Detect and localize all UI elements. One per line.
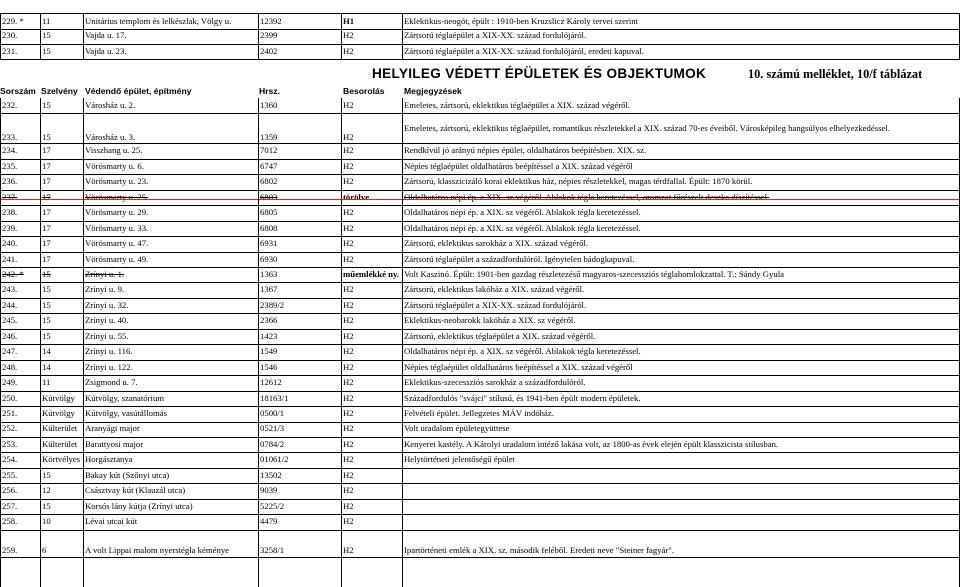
column-header-besorolas: Besorolás [343, 85, 385, 96]
table-row [0, 267, 960, 283]
row-number: 257. [2, 500, 18, 511]
row-section: 10 [42, 516, 51, 527]
row-section: 15 [42, 45, 51, 56]
row-classification: H2 [343, 222, 354, 233]
row-building: Császtvay kút (Klauzál utca) [85, 485, 186, 496]
row-classification: H2 [343, 145, 354, 156]
row-section: 14 [42, 346, 51, 357]
row-section: 15 [42, 469, 51, 480]
table-row [0, 159, 960, 175]
row-building: Vajda u. 23. [85, 45, 127, 56]
row-building: Vörösmarty u. 33. [85, 222, 149, 233]
row-building: Zrínyi u. 32. [85, 299, 129, 310]
row-building: Zrínyi u. 55. [85, 330, 129, 341]
row-hrsz: 1363 [260, 268, 278, 279]
row-number: 237. [2, 191, 18, 202]
row-classification: H2 [343, 207, 354, 218]
row-hrsz: 6930 [260, 253, 278, 264]
row-classification: H2 [343, 361, 354, 372]
row-classification: H2 [343, 423, 354, 434]
row-hrsz: 12612 [260, 377, 282, 388]
row-hrsz: 6802 [260, 176, 278, 187]
row-number: 244. [2, 299, 18, 310]
grid-line [40, 98, 41, 587]
row-section: 17 [42, 238, 51, 249]
table-row [0, 283, 960, 299]
row-remarks: Eklektikus-szecessziós sarokház a századfordulóról. [404, 377, 586, 388]
row-number: 255. [2, 469, 18, 480]
row-number: 245. [2, 315, 18, 326]
row-classification: H2 [343, 284, 354, 295]
row-number: 238. [2, 207, 18, 218]
row-classification: H2 [343, 131, 354, 142]
row-remarks: Oldalhatáros népi ép. a XIX. sz végéről. Ablakok tégla keretezéssel. [404, 346, 641, 357]
row-hrsz: 2366 [260, 315, 278, 326]
row-remarks: Eklektikus-neobarokk lakóház a XIX. sz végéről. [404, 315, 576, 326]
row-number: 242. * [2, 268, 24, 279]
column-header-epulet: Védendő épület, építmény [85, 85, 192, 96]
table-row [0, 174, 960, 190]
row-number: 259. [2, 545, 18, 556]
row-section: Külterület [42, 423, 78, 434]
row-number: 230. [2, 30, 18, 41]
table-row [0, 313, 960, 329]
row-section: Külterület [42, 438, 78, 449]
row-building: Városház u. 2. [85, 99, 136, 110]
row-building: Kútvölgy, vasútállomás [85, 408, 167, 419]
row-remarks: Zártsorú, eklektikus téglaépület a XIX. század végéről. [404, 330, 596, 341]
row-section: 17 [42, 207, 51, 218]
row-hrsz: 6808 [260, 222, 278, 233]
table-row [0, 143, 960, 159]
row-classification: H2 [343, 253, 354, 264]
grid-line [341, 13, 342, 60]
row-classification: H2 [343, 299, 354, 310]
table-row [0, 422, 960, 438]
row-number: 240. [2, 238, 18, 249]
row-building: Vörösmarty u. 49. [85, 253, 149, 264]
grid-line [40, 13, 41, 60]
row-building: Városház u. 3. [85, 131, 136, 142]
table-row [0, 468, 960, 484]
row-building: Bakay kút (Szőnyi utca) [85, 469, 170, 480]
row-remarks: Zártsorú, eklektikus sarokház a XIX. század végéről. [404, 238, 589, 249]
row-section: 17 [42, 145, 51, 156]
row-number: 248. [2, 361, 18, 372]
row-section: 15 [42, 284, 51, 295]
row-hrsz: 2399 [260, 30, 278, 41]
row-hrsz: 7012 [260, 145, 278, 156]
row-building: Zrínyi u. 40. [85, 315, 129, 326]
row-hrsz: 1549 [260, 346, 278, 357]
row-building: Zrínyi u. 9. [85, 284, 125, 295]
table-row [0, 437, 960, 453]
row-number: 256. [2, 485, 18, 496]
row-number: 258. [2, 516, 18, 527]
row-number: 246. [2, 330, 18, 341]
row-section: 17 [42, 222, 51, 233]
table-row [0, 530, 960, 558]
row-classification: H1 [343, 15, 355, 26]
row-hrsz: 5225/2 [260, 500, 285, 511]
table-row [0, 44, 960, 60]
row-section: 15 [42, 99, 51, 110]
row-hrsz: 4479 [260, 516, 278, 527]
row-classification: H2 [343, 176, 354, 187]
row-number: 247. [2, 346, 18, 357]
grid-line [258, 13, 259, 60]
row-classification: H2 [343, 545, 354, 556]
table-row [0, 252, 960, 268]
row-building: Lévai utcai kút [85, 516, 138, 527]
row-section: 11 [42, 15, 51, 26]
row-remarks: Zártsorú téglaépület a századfordulóról. Igénytelen bádogkapuval. [404, 253, 635, 264]
table-row [0, 452, 960, 468]
table-row [0, 98, 960, 114]
row-hrsz: 6805 [260, 207, 278, 218]
row-number: 232. [2, 99, 18, 110]
grid-line [402, 13, 403, 60]
row-hrsz: 1423 [260, 330, 278, 341]
row-building: Zrínyi u. 116. [85, 346, 133, 357]
row-remarks: Oldalhatáros népi ép. a XIX. sz végéről. Ablakok tégla keretezéssel. [404, 222, 641, 233]
row-remarks: Oldalhatáros népi ép. a XIX. sz végéről. Ablakok tégla keretezéssel. [404, 207, 641, 218]
row-remarks: Eklektikus-neogót, épült : 1910-ben Kruzslicz Károly tervei szerint [404, 15, 639, 26]
row-remarks: Zártsorú, klasszicizáló korai eklektikus ház, népies részletekkel, magas térdfallal. Épült: 1870 körül. [404, 176, 753, 187]
row-number: 234. [2, 145, 18, 156]
grid-line [402, 98, 403, 587]
row-hrsz: 6931 [260, 238, 278, 249]
row-number: 252. [2, 423, 18, 434]
row-remarks: Kenyerei kastély. A Károlyi uradalom intéző lakása volt, az 1800-as évek elején épült klasszicista stílusban. [404, 438, 779, 449]
row-classification: H2 [343, 408, 354, 419]
grid-line [341, 98, 342, 587]
row-section: 15 [42, 299, 51, 310]
row-classification: H2 [343, 454, 354, 465]
table-row [0, 375, 960, 391]
row-remarks: Helytörténeti jelentőségű épület [404, 454, 515, 465]
row-remarks: Népies téglaépület oldalhatáros beépítéssel a XIX. század végéről [404, 160, 633, 171]
row-hrsz: 1360 [260, 99, 278, 110]
row-section: 6 [42, 545, 47, 556]
grid-line [0, 13, 1, 60]
row-section: Körtvélyes [42, 454, 81, 465]
grid-line [83, 13, 84, 60]
row-building: Vörösmarty u. 29. [85, 207, 149, 218]
row-hrsz: 12392 [260, 15, 282, 26]
row-hrsz: 2402 [260, 45, 278, 56]
row-building: Vörösmarty u. 23. [85, 176, 149, 187]
table-row [0, 113, 960, 144]
row-hrsz: 0500/1 [260, 408, 285, 419]
row-number: 231. [2, 45, 18, 56]
table-row [0, 483, 960, 499]
row-classification: H2 [343, 392, 354, 403]
table-row [0, 221, 960, 237]
column-header-hrsz: Hrsz. [259, 85, 281, 96]
row-building: Zrínyi u. 1. [85, 268, 125, 279]
row-hrsz: 0784/2 [260, 438, 285, 449]
row-hrsz: 01061/2 [260, 454, 289, 465]
row-remarks: Emeletes, zártsorú, eklektikus téglaépület a XIX. század végéről. [404, 99, 631, 110]
column-header-szelveny: Szelvény [41, 85, 78, 96]
row-section: 17 [42, 191, 51, 202]
row-hrsz: 3258/1 [260, 545, 285, 556]
row-building: Zrínyi u. 122. [85, 361, 133, 372]
row-number: 235. [2, 160, 18, 171]
row-building: Vörösmarty u. 6. [85, 160, 144, 171]
row-section: 15 [42, 268, 51, 279]
row-section: 17 [42, 160, 51, 171]
row-classification: H2 [343, 516, 354, 527]
row-number: 254. [2, 454, 18, 465]
row-section: 14 [42, 361, 51, 372]
row-classification: H2 [343, 377, 354, 388]
row-classification: H2 [343, 315, 354, 326]
table-row [0, 344, 960, 360]
row-building: Kútvölgy, szanatórium [85, 392, 165, 403]
table-row [0, 499, 960, 515]
row-hrsz: 1359 [260, 131, 278, 142]
row-building: Zsigmond u. 7. [85, 377, 138, 388]
row-remarks: Ipartörténeti emlék a XIX. sz. második feléből. Eredeti neve "Steiner fagyár". [404, 545, 675, 556]
row-building: Horgásztanya [85, 454, 133, 465]
row-number: 236. [2, 176, 18, 187]
row-remarks: Volt Kaszinó. Épült: 1901-ben gazdag részletezésű magyaros-szecessziós téglahomlokzattal. T.: Sándy Gyula [404, 268, 784, 279]
row-section: 12 [42, 485, 51, 496]
row-building: Barattyosi major [85, 438, 144, 449]
row-number: 249. [2, 377, 18, 388]
row-section: 15 [42, 330, 51, 341]
row-building: Unitárius templom és lelkészlak, Völgy u. [85, 15, 232, 26]
table-row [0, 236, 960, 252]
row-number: 243. [2, 284, 18, 295]
row-classification: H2 [343, 469, 354, 480]
row-number: 251. [2, 408, 18, 419]
row-number: 253. [2, 438, 18, 449]
row-remarks: Népies téglaépület oldalhatáros beépítéssel a XIX. század végéről [404, 361, 633, 372]
table-row [0, 28, 960, 44]
grid-line [0, 98, 1, 587]
row-remarks: Rendkívül jó arányú népies épület, oldalhatáros beépítésben. XIX. sz. [404, 145, 647, 156]
row-section: Kútvölgy [42, 408, 75, 419]
row-classification: H2 [343, 330, 354, 341]
row-classification: H2 [343, 45, 354, 56]
row-building: A volt Lippai malom nyerstégla kéménye [85, 545, 230, 556]
row-hrsz: 1546 [260, 361, 278, 372]
table-row [0, 298, 960, 314]
strikethrough-line [0, 199, 960, 200]
row-number: 233. [2, 131, 18, 142]
row-building: Korsós lány kútja (Zrínyi utca) [85, 500, 193, 511]
row-number: 241. [2, 253, 18, 264]
row-remarks: Századfordulós "svájci" stílusú, és 1941-ben épült modern épületek. [404, 392, 641, 403]
row-building: Vörösmarty u. 25. [85, 191, 149, 202]
row-section: 15 [42, 30, 51, 41]
row-classification: törölve [343, 191, 370, 202]
row-classification: H2 [343, 346, 354, 357]
row-building: Vajda u. 17. [85, 30, 127, 41]
row-classification: H2 [343, 30, 354, 41]
column-header-megjegyzesek: Megjegyzések [404, 85, 462, 96]
row-section: 17 [42, 176, 51, 187]
row-hrsz: 0521/3 [260, 423, 285, 434]
grid-line [258, 98, 259, 587]
row-classification: H2 [343, 160, 354, 171]
page-title: HELYILEG VÉDETT ÉPÜLETEK ÉS OBJEKTUMOK [372, 66, 707, 81]
row-hrsz: 9039 [260, 485, 278, 496]
row-section: 17 [42, 253, 51, 264]
table-row [0, 360, 960, 376]
row-section: Kútvölgy [42, 392, 75, 403]
row-hrsz: 18163/1 [260, 392, 289, 403]
row-hrsz: 6803 [260, 191, 278, 202]
row-classification: H2 [343, 438, 354, 449]
table-row [0, 329, 960, 345]
row-remarks: Volt uradalom épületegyüttese [404, 423, 510, 434]
row-section: 15 [42, 131, 51, 142]
row-remarks: Zártsorú, eklektikus lakóház a XIX. század végéről. [404, 284, 585, 295]
table-row [0, 514, 960, 530]
row-remarks: Emeletes, zártsorú, eklektikus téglaépület, romantikus részletekkel a XIX. század 70-es éveiből. Városképileg hangsúlyos elhelyezkedéssel. [404, 122, 890, 133]
grid-line [83, 98, 84, 587]
table-row [0, 406, 960, 422]
row-number: 229. * [2, 15, 24, 26]
row-number: 250. [2, 392, 18, 403]
row-classification: H2 [343, 485, 354, 496]
row-hrsz: 6747 [260, 160, 278, 171]
row-classification: H2 [343, 500, 354, 511]
row-section: 11 [42, 377, 51, 388]
row-hrsz: 13502 [260, 469, 282, 480]
row-classification: műemlékké ny. [343, 268, 399, 279]
row-remarks: Oldalhatáros népi ép. a XIX. sz végéről. Ablakok tégla keretezéssel, oromzat fűrészelt deszka díszítéssel. [404, 191, 770, 202]
row-remarks: Felvételi épület. Jellegzetes MÁV indóház. [404, 408, 554, 419]
row-number: 239. [2, 222, 18, 233]
row-section: 15 [42, 315, 51, 326]
row-classification: H2 [343, 238, 354, 249]
row-classification: H2 [343, 99, 354, 110]
row-building: Aranyági major [85, 423, 140, 434]
column-header-sorszam: Sorszám [0, 85, 36, 96]
row-remarks: Zártsorú téglaépület a XIX-XX. század fordulójáról. [404, 30, 587, 41]
page-subtitle: 10. számú melléklet, 10/f táblázat [748, 67, 923, 81]
table-row [0, 391, 960, 407]
row-remarks: Zártsorú téglaépület a XIX-XX. század fordulójáról. [404, 299, 587, 310]
row-building: Visszhang u. 25. [85, 145, 143, 156]
row-hrsz: 1367 [260, 284, 278, 295]
table-row [0, 205, 960, 221]
row-section: 15 [42, 500, 51, 511]
row-hrsz: 2389/2 [260, 299, 285, 310]
row-building: Vörösmarty u. 47. [85, 238, 149, 249]
row-remarks: Zártsorú téglaépület a XIX-XX. század fordulójáról, eredeti kapuval. [404, 45, 644, 56]
